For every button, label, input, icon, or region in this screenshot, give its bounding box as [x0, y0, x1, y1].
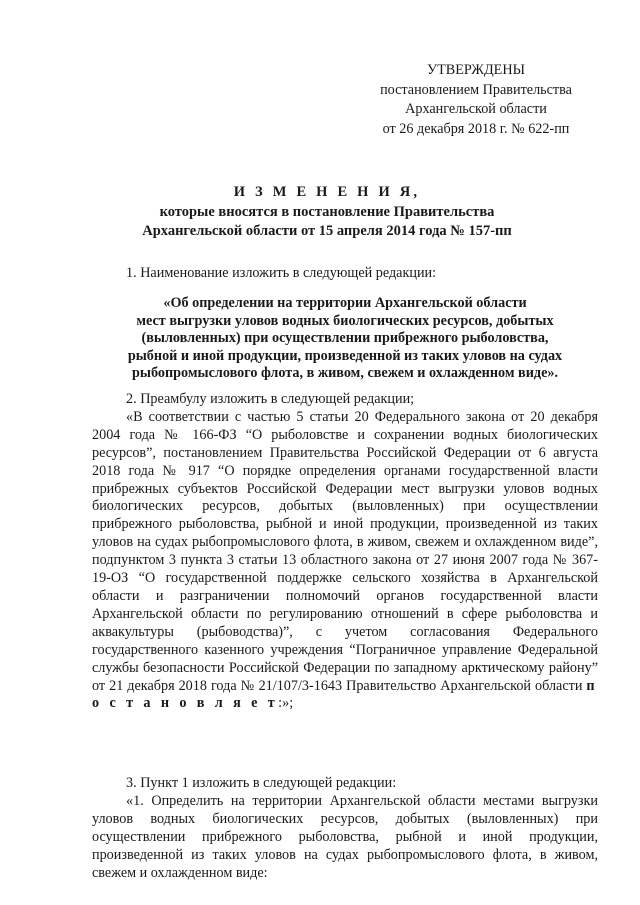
title-line-2: которые вносятся в постановление Правительства	[159, 203, 495, 220]
document-title	[80, 183, 574, 242]
approval-line-1: УТВЕРЖДЕНЫ	[427, 62, 525, 78]
item-3-body: «1. Определить на территории Архангельской области местами выгрузки уловов водных биологических ресурсов, добытых (выловленных) при осуществлении прибрежного рыболовства, рыбной и иной продукции, произведенной из таких уловов на судах рыбопромыслового флота, в живом, свежем и охлажденном виде:	[92, 792, 598, 881]
item-2-lead: 2. Преамбулу изложить в следующей редакции;	[126, 391, 415, 407]
item-1-lead: 1. Наименование изложить в следующей редакции:	[126, 265, 437, 281]
title-heading: И З М Е Н Е Н И Я,	[233, 184, 421, 200]
item-1-quote	[92, 295, 598, 383]
resolves-word: п о с т а н о в л я е т	[92, 677, 598, 712]
approval-stamp	[360, 61, 592, 139]
item-2-tail: :»;	[278, 695, 294, 712]
item-3-lead: 3. Пункт 1 изложить в следующей редакции:	[126, 775, 397, 791]
approval-line-2: постановлением Правительства	[380, 81, 572, 98]
approval-line-3: Архангельской области	[405, 101, 547, 117]
approval-line-4: от 26 декабря 2018 г. № 622-пп	[382, 120, 570, 137]
quote-line: рыбопромыслового флота, в живом, свежем и охлажденном виде».	[131, 365, 559, 382]
quote-line: рыбной и иной продукции, произведенной из таких уловов на судах	[127, 347, 563, 364]
quote-line: (выловленных) при осуществлении прибрежного рыболовства,	[141, 330, 549, 347]
title-line-3: Архангельской области от 15 апреля 2014 года № 157-пп	[142, 223, 512, 239]
item-2	[92, 391, 598, 713]
item-3	[92, 775, 598, 882]
quote-line: мест выгрузки уловов водных биологических ресурсов, добытых	[136, 312, 554, 329]
item-2-body-text: «В соответствии с частью 5 статьи 20 Федерального закона от 20 декабря 2004 года № 166-ФЗ “О рыболовстве и сохранении водных биологических ресурсов”, постановлением Правительства Российской Федерации от 6 августа 2018 года № 917 “О порядке определения органами государственной власти прибрежных субъектов Российской Федерации мест выгрузки уловов водных биологических ресурсов, добытых (выловленных) при осуществлении прибрежного рыболовства, рыбной и иной продукции, произведенной из таких уловов на судах рыбопромыслового флота, в живом, свежем и охлажденном виде”, подпунктом 3 пункта 3 статьи 13 областного закона от 27 июня 2007 года № 367-19-ОЗ “О государственной поддержке сельского хозяйства в Архангельской области и разграничении полномочий органов государственной власти Архангельской области по регулированию отношений в сфере рыболовства и аквакультуры (рыбоводства)”, с учетом согласования Федерального государственного казенного учреждения “Пограничное управление Федеральной службы безопасности Российской Федерации по западному арктическому району” от 21 декабря 2018 года № 21/107/3-1643 Правительство Архангельской области	[92, 408, 598, 694]
item-2-body	[92, 409, 598, 713]
quote-line: «Об определении на территории Архангельской области	[163, 295, 527, 311]
